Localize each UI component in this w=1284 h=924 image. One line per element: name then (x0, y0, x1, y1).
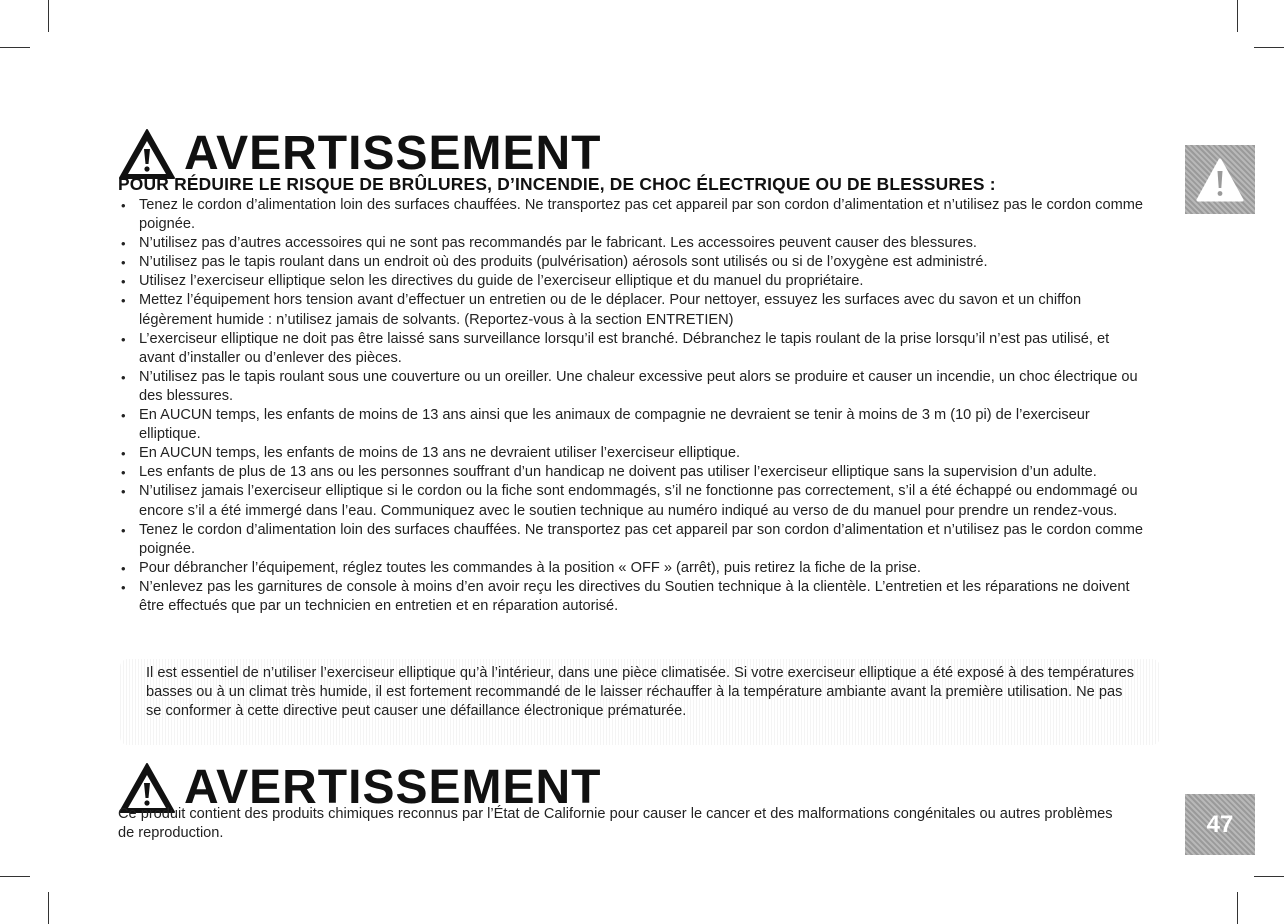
warning-list-item (118, 272, 1148, 291)
warning-list-item-text: N’utilisez jamais l’exerciseur elliptique si le cordon ou la fiche sont endommagés, s’il ne fonctionne pas correctement, s’il a été échappé ou endommagé ou encore s’il a été immergé dans l’eau. Communiquez avec le soutien technique au numéro indiqué au verso de du manuel pour prendre un rendez-vous. (139, 483, 1138, 519)
warning-list-item-text: N’enlevez pas les garnitures de console à moins d’en avoir reçu les directives du Soutien technique à la clientèle. L’entretien et les réparations ne doivent être effectués que par un technicien en entretien et en réparation autorisé. (139, 578, 1130, 614)
notice-box (120, 659, 1160, 745)
bullet-icon: • (121, 560, 126, 576)
bullet-icon: • (121, 274, 126, 290)
bullet-icon: • (121, 198, 126, 213)
bullet-icon: • (121, 446, 126, 462)
warning-list-item (118, 291, 1148, 329)
crop-mark (0, 876, 30, 877)
bullet-icon: • (121, 293, 126, 309)
warning-list-item-text: En AUCUN temps, les enfants de moins de 13 ans ne devraient utiliser l’exerciseur elliptique. (139, 445, 741, 462)
crop-mark (48, 892, 49, 924)
warning-list-item-text: Tenez le cordon d’alimentation loin des surfaces chauffées. Ne transportez pas cet appareil par son cordon d’alimentation et n’utilisez pas le cordon comme poignée. (139, 521, 1144, 557)
bullet-icon: • (121, 408, 126, 424)
warning-list-item-text: Utilisez l’exerciseur elliptique selon les directives du guide de l’exerciseur elliptique et du manuel du propriétaire. (139, 273, 864, 290)
crop-mark (1254, 876, 1284, 877)
warning-list-item (118, 196, 1148, 234)
warning-list-item (118, 234, 1148, 253)
warning-list-item (118, 444, 1148, 463)
bullet-icon: • (121, 522, 126, 538)
warning-list-item (118, 330, 1148, 368)
chemical-warning-text: Ce produit contient des produits chimiques reconnus par l’État de Californie pour causer le cancer et des malformations congénitales ou autres problèmes de reproduction. (118, 806, 1113, 842)
warning-heading (118, 128, 601, 180)
warning-triangle-icon (118, 128, 176, 180)
warning-list-item (118, 578, 1148, 616)
warning-list-item (118, 463, 1148, 482)
crop-mark (1237, 892, 1238, 924)
warning-triangle-icon (1195, 157, 1245, 203)
crop-mark (0, 47, 30, 48)
warning-list-item-text: L’exerciseur elliptique ne doit pas être laissé sans surveillance lorsqu’il est branché. Débranchez le tapis roulant de la prise lorsqu’il n’est pas utilisé, et avant d’installer ou d’enlever des pièces. (139, 330, 1110, 366)
bullet-icon: • (121, 331, 126, 347)
crop-mark (1254, 47, 1284, 48)
warning-list-item (118, 253, 1148, 272)
bullet-icon: • (121, 484, 126, 500)
warning-heading-text: AVERTISSEMENT (184, 127, 602, 180)
bullet-icon: • (121, 236, 126, 252)
bullet-icon: • (121, 369, 126, 385)
warning-list-item-text: N’utilisez pas le tapis roulant sous une couverture ou un oreiller. Une chaleur excessive peut alors se produire et causer un incendie, un choc électrique ou des blessures. (139, 368, 1138, 404)
bullet-icon: • (121, 465, 126, 481)
warning-list-item (118, 559, 1148, 578)
page-number: 47 (1206, 810, 1234, 838)
warning-subtitle: POUR RÉDUIRE LE RISQUE DE BRÛLURES, D’INCENDIE, DE CHOC ÉLECTRIQUE OU DE BLESSURES : (118, 174, 996, 194)
crop-mark (1237, 0, 1238, 32)
warning-list-item (118, 521, 1148, 559)
warning-list-item (118, 368, 1148, 406)
warning-list-item-text: N’utilisez pas le tapis roulant dans un endroit où des produits (pulvérisation) aérosols sont utilisés ou si de l’oxygène est administré. (139, 254, 988, 271)
warning-list-item-text: Les enfants de plus de 13 ans ou les personnes souffrant d’un handicap ne doivent pas utiliser l’exerciseur elliptique sans la supervision d’un adulte. (139, 464, 1097, 481)
bullet-icon: • (121, 579, 126, 595)
warning-list-item-text: Pour débrancher l’équipement, réglez toutes les commandes à la position « OFF » (arrêt), puis retirez la fiche de la prise. (139, 559, 921, 576)
warning-heading-2-text: AVERTISSEMENT (184, 761, 602, 814)
warning-list-item-text: N’utilisez pas d’autres accessoires qui ne sont pas recommandés par le fabricant. Les accessoires peuvent causer des blessures. (139, 235, 977, 252)
side-tab-warning (1185, 145, 1255, 214)
notice-text: Il est essentiel de n’utiliser l’exerciseur elliptique qu’à l’intérieur, dans une pièce climatisée. Si votre exerciseur elliptique a été exposé à des températures basses ou à un climat très humide, il est fortement recommandé de le laisser réchauffer à la température ambiante avant la première utilisation. Ne pas se conformer à cette directive peut causer une défaillance électronique prématurée. (146, 665, 1135, 720)
warning-list-item-text: Tenez le cordon d’alimentation loin des surfaces chauffées. Ne transportez pas cet appareil par son cordon d’alimentation et n’utilisez pas le cordon comme poignée. (139, 197, 1144, 233)
page-number-tab (1185, 794, 1255, 855)
warning-list-item-text: En AUCUN temps, les enfants de moins de 13 ans ainsi que les animaux de compagnie ne devraient se tenir à moins de 3 m (10 pi) de l’exerciseur elliptique. (139, 407, 1090, 443)
warning-list-item (118, 406, 1148, 444)
bullet-icon: • (121, 255, 126, 271)
warning-list-item-text: Mettez l’équipement hors tension avant d’effectuer un entretien ou de le déplacer. Pour nettoyer, essuyez les surfaces avec du savon et un chiffon légèrement humide : n’utilisez jamais de solvants. (Reportez-vous à la section ENTRETIEN) (139, 292, 1082, 328)
crop-mark (48, 0, 49, 32)
warning-list-item (118, 482, 1148, 520)
warning-list (118, 196, 1148, 616)
